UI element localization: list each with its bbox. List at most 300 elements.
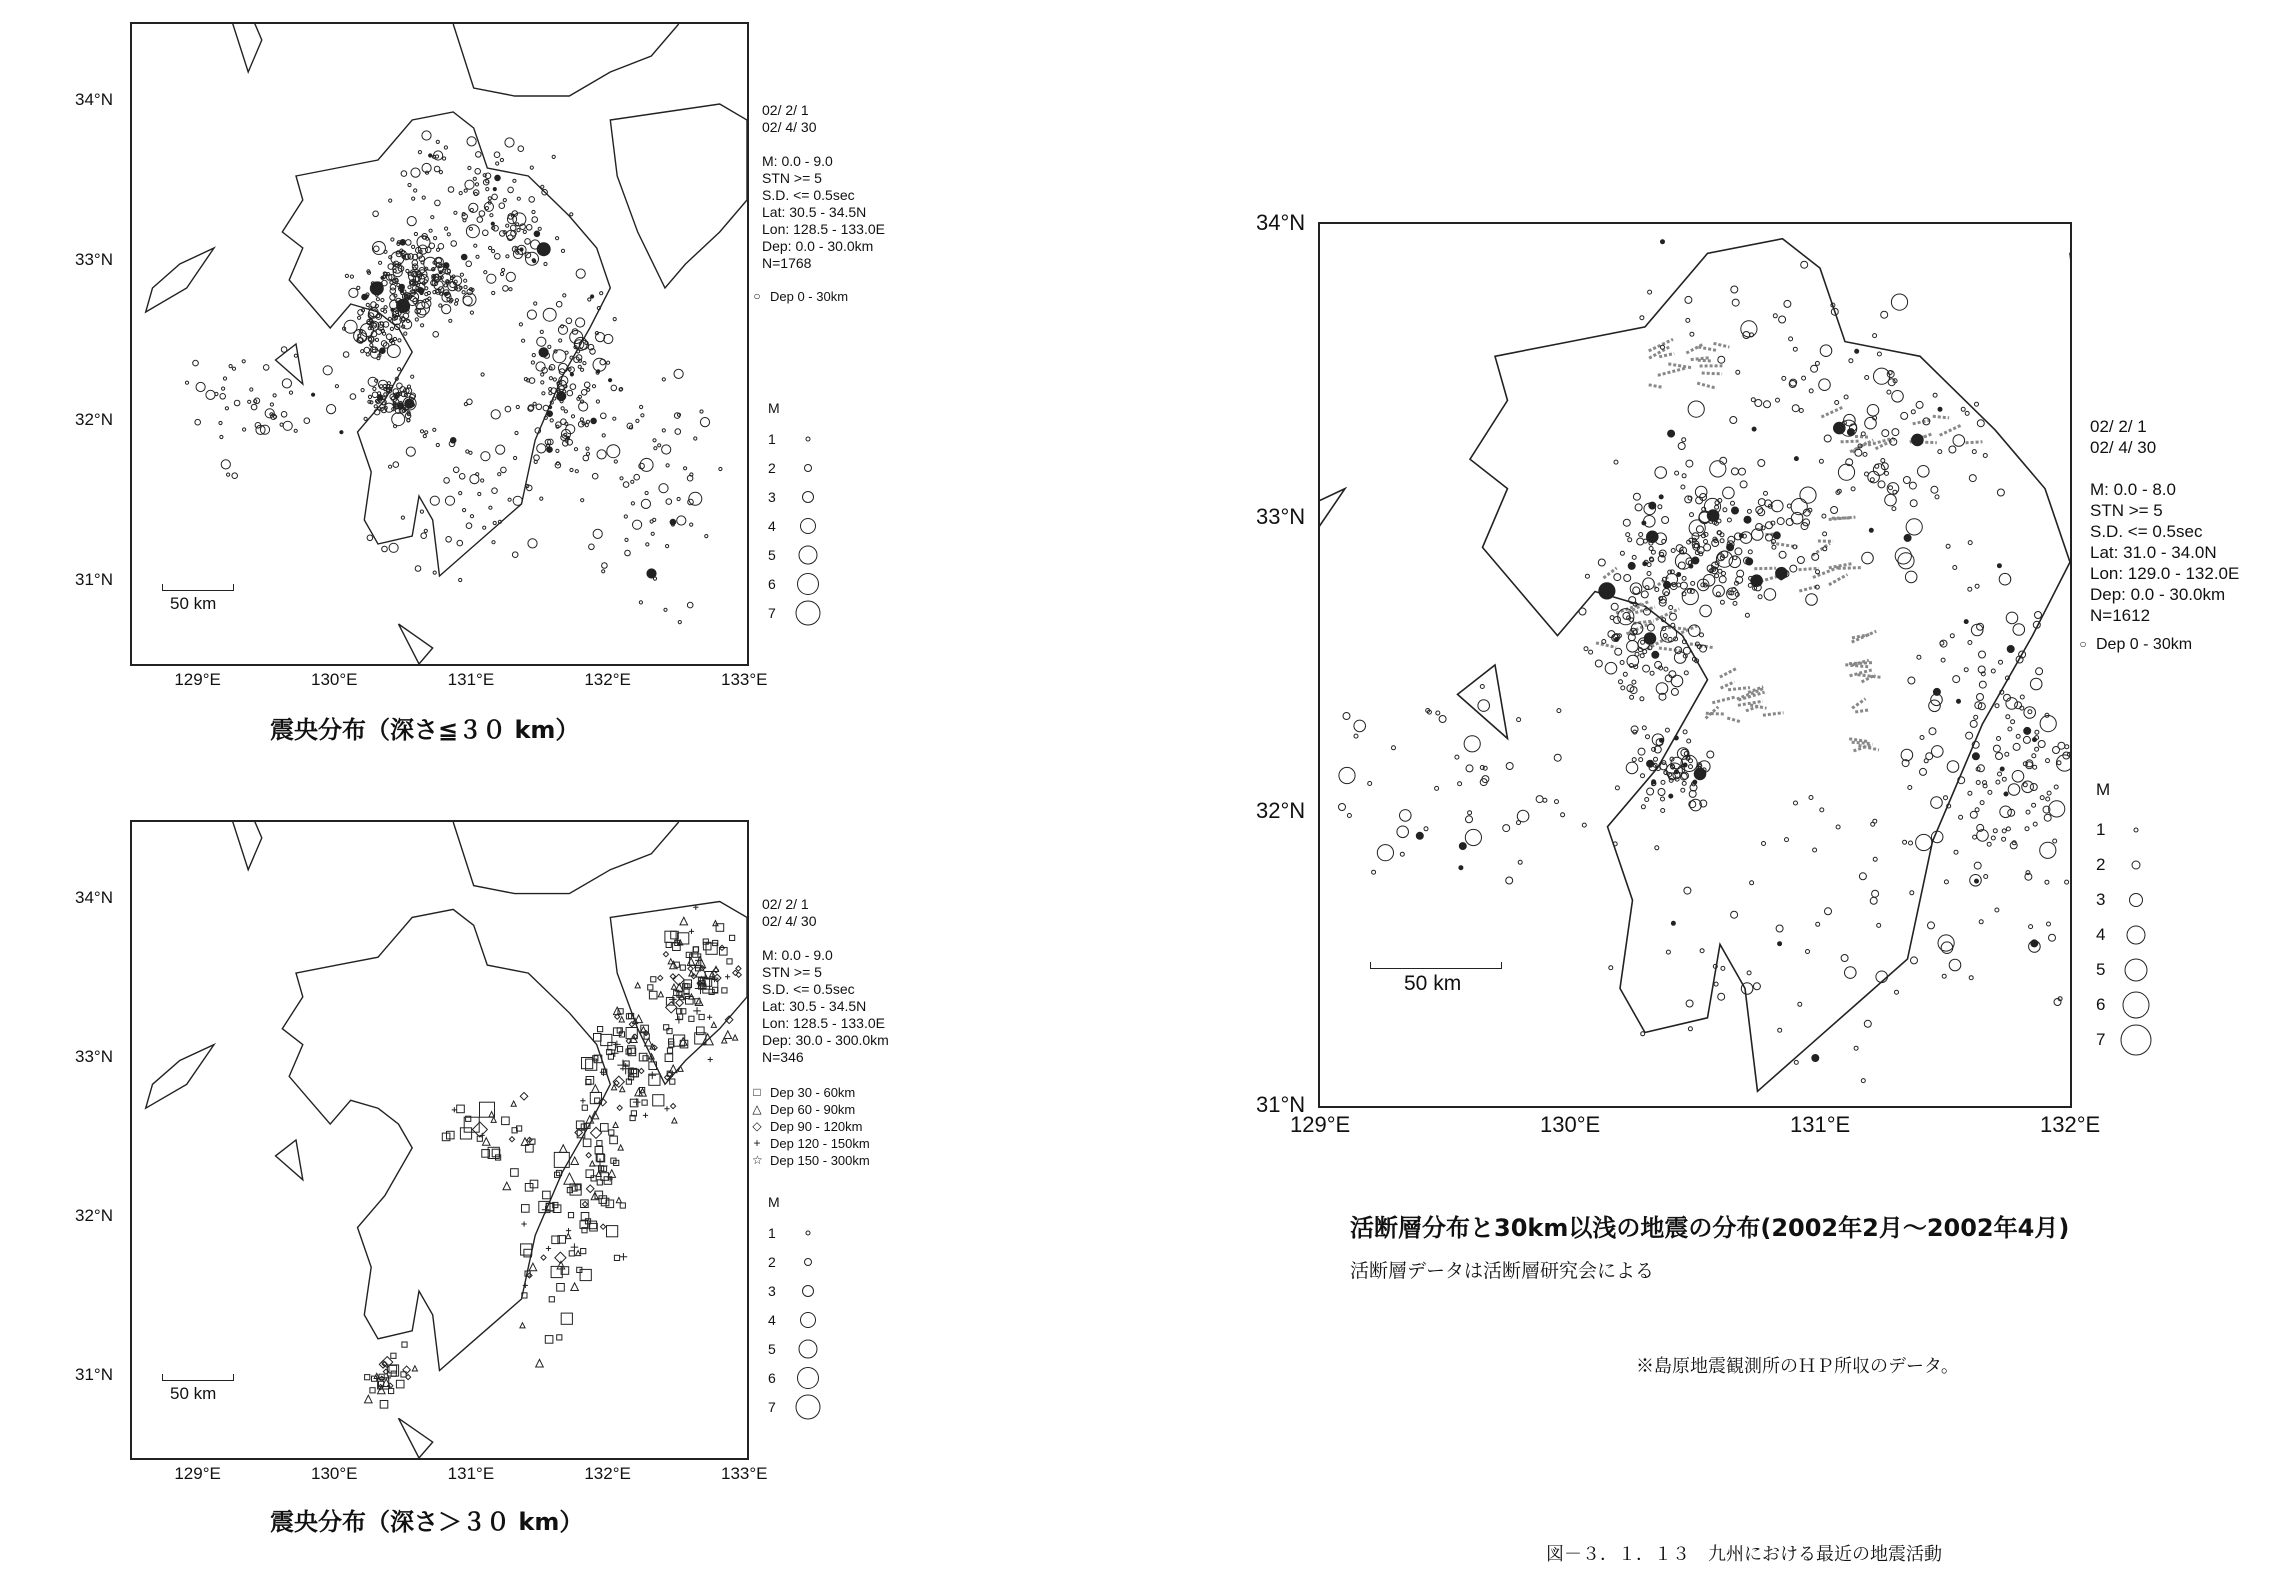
epicenter-mark: [646, 543, 649, 546]
epicenter-mark: [367, 535, 373, 541]
epicenter-mark: [1898, 553, 1914, 569]
epicenter-mark: [1459, 866, 1463, 870]
map-faults-magnitude-legend: [2096, 780, 2186, 1057]
epicenter-mark: [1809, 796, 1813, 800]
fault-segment: [1821, 407, 1844, 417]
epicenter-mark: [645, 491, 648, 494]
epicenter-mark: [1683, 730, 1687, 734]
epicenter-mark: [457, 540, 463, 546]
epicenter-mark: [641, 414, 644, 417]
epicenter-mark: [1875, 464, 1879, 468]
epicenter-mark: [2053, 839, 2057, 843]
epicenter-mark: [1865, 472, 1869, 476]
magnitude-value: 3: [768, 488, 776, 505]
epicenter-mark: [232, 367, 235, 370]
epicenter-mark: [420, 430, 423, 433]
epicenter-mark: [1863, 452, 1867, 456]
epicenter-mark: [678, 1014, 683, 1019]
epicenter-mark: [1619, 680, 1623, 684]
epicenter-mark: [488, 197, 491, 200]
epicenter-mark: [1354, 720, 1366, 732]
magnitude-value: 4: [2096, 924, 2106, 944]
magnitude-circle-icon: [796, 1394, 821, 1419]
epicenter-mark: [434, 166, 440, 172]
epicenter-mark: [568, 1213, 573, 1218]
epicenter-mark: [2024, 727, 2031, 734]
epicenter-mark: [538, 227, 541, 230]
epicenter-mark: [1887, 390, 1891, 394]
epicenter-mark: [614, 1255, 619, 1260]
epicenter-mark: [1906, 519, 1922, 535]
epicenter-mark: [534, 302, 537, 305]
epicenter-mark: [410, 281, 413, 284]
epicenter-mark: [1689, 625, 1701, 637]
epicenter-mark: [608, 1170, 616, 1178]
epicenter-mark: [2012, 771, 2024, 783]
epicenter-mark: [607, 445, 620, 458]
epicenter-mark: [1970, 811, 1977, 818]
epicenter-mark: [1647, 788, 1654, 795]
epicenter-mark: [1633, 493, 1640, 500]
epicenter-mark: [680, 965, 685, 970]
epicenter-mark: [463, 296, 472, 305]
epicenter-mark: [389, 465, 392, 468]
epicenter-mark: [1647, 624, 1654, 631]
parameter-line: Lat: 31.0 - 34.0N: [2090, 543, 2217, 562]
epicenter-mark: [1397, 826, 1409, 838]
epicenter-mark: [1901, 749, 1913, 761]
epicenter-mark: [1809, 389, 1813, 393]
epicenter-mark: [529, 1263, 537, 1271]
epicenter-mark: [1623, 519, 1630, 526]
epicenter-mark: [1620, 551, 1624, 555]
epicenter-mark: [713, 921, 718, 926]
epicenter-mark: [606, 1200, 614, 1208]
epicenter-mark: [418, 151, 421, 154]
epicenter-mark: [470, 515, 473, 518]
epicenter-mark: [633, 520, 642, 529]
epicenter-mark: [1802, 376, 1806, 380]
epicenter-mark: [1700, 949, 1704, 953]
epicenter-mark: [546, 444, 549, 447]
epicenter-mark: [1794, 801, 1798, 805]
epicenter-mark: [379, 261, 382, 264]
epicenter-mark: [408, 183, 411, 186]
fault-segment: [1697, 383, 1716, 388]
epicenter-mark: [491, 410, 500, 419]
lat-tick-label: 31°N: [75, 570, 113, 589]
epicenter-mark: [1968, 587, 1972, 591]
epicenter-mark: [1908, 786, 1912, 790]
epicenter-mark: [1655, 846, 1659, 850]
depth-symbol-icon: ◇: [752, 1119, 762, 1133]
epicenter-mark: [372, 392, 378, 398]
epicenter-mark: [1641, 774, 1645, 778]
lat-tick-label: 34°N: [75, 887, 113, 907]
epicenter-mark: [1466, 765, 1473, 772]
honshu-coastline: [453, 822, 679, 894]
epicenter-mark: [460, 1128, 471, 1139]
magnitude-value: 2: [768, 459, 776, 476]
epicenter-mark: [1776, 925, 1783, 932]
epicenter-mark: [1999, 573, 2011, 585]
magnitude-circle-icon: [800, 518, 816, 534]
magnitude-legend-row: [2096, 987, 2186, 1022]
epicenter-mark: [520, 1323, 525, 1328]
epicenter-mark: [1665, 728, 1669, 732]
epicenter-mark: [600, 1224, 605, 1229]
epicenter-mark: [643, 1056, 648, 1061]
epicenter-mark: [506, 224, 509, 227]
epicenter-mark: [232, 473, 238, 479]
epicenter-mark: [1953, 435, 1965, 447]
epicenter-mark: [513, 213, 526, 226]
epicenter-mark: [1977, 830, 1989, 842]
epicenter-mark: [2023, 783, 2027, 787]
epicenter-mark: [1561, 813, 1565, 817]
epicenter-mark: [1998, 772, 2002, 776]
epicenter-mark: [670, 1079, 675, 1084]
parameter-line: Lon: 129.0 - 132.0E: [2090, 564, 2240, 583]
epicenter-mark: [1995, 908, 1999, 912]
epicenter-mark: [469, 227, 472, 230]
epicenter-mark: [1903, 840, 1907, 844]
parameter-line: [2090, 458, 2239, 479]
epicenter-mark: [1639, 758, 1643, 762]
epicenter-mark: [420, 510, 423, 513]
epicenter-mark: [557, 1335, 562, 1340]
epicenter-mark: [542, 392, 545, 395]
fault-segment: [1763, 713, 1784, 716]
epicenter-mark: [389, 256, 392, 259]
fault-segment: [1838, 568, 1862, 569]
epicenter-mark: [1669, 606, 1673, 610]
epicenter-mark: [1969, 976, 1973, 980]
epicenter-mark: [2047, 791, 2051, 795]
lat-tick-label: 34°N: [1256, 210, 1306, 235]
epicenter-mark: [1689, 790, 1696, 797]
epicenter-mark: [664, 608, 667, 611]
epicenter-mark: [1647, 531, 1659, 543]
epicenter-mark: [586, 1077, 594, 1085]
epicenter-mark: [640, 458, 653, 471]
epicenter-mark: [674, 369, 683, 378]
epicenter-mark: [1944, 796, 1948, 800]
epicenter-mark: [1836, 825, 1840, 829]
epicenter-mark: [617, 1047, 622, 1052]
epicenter-mark: [558, 363, 567, 372]
epicenter-mark: [1645, 798, 1649, 802]
epicenter-mark: [1779, 551, 1786, 558]
epicenter-mark: [1647, 572, 1651, 576]
epicenter-mark: [521, 1221, 526, 1226]
epicenter-mark: [270, 403, 273, 406]
epicenter-mark: [576, 269, 585, 278]
epicenter-mark: [1732, 299, 1739, 306]
epicenter-mark: [1658, 789, 1665, 796]
fault-segment: [1852, 742, 1870, 743]
depth-legend-row: [752, 1135, 870, 1152]
magnitude-legend-row: [768, 1247, 848, 1276]
epicenter-mark: [506, 255, 509, 258]
epicenter-mark: [2006, 698, 2018, 710]
epicenter-mark: [548, 345, 551, 348]
epicenter-mark: [491, 222, 494, 225]
epicenter-mark: [725, 974, 730, 979]
epicenter-mark: [508, 187, 514, 193]
epicenter-mark: [570, 384, 576, 390]
epicenter-mark: [619, 1017, 624, 1022]
epicenter-mark: [643, 1113, 648, 1118]
epicenter-mark: [508, 498, 511, 501]
epicenter-mark: [624, 515, 627, 518]
parameter-line: M: 0.0 - 9.0: [762, 947, 833, 963]
epicenter-mark: [481, 452, 490, 461]
epicenter-mark: [1792, 405, 1799, 412]
magnitude-legend-title: M: [768, 1194, 780, 1210]
epicenter-mark: [446, 537, 452, 543]
epicenter-mark: [1819, 379, 1831, 391]
parameter-line: Lat: 30.5 - 34.5N: [762, 204, 867, 220]
epicenter-mark: [601, 1034, 612, 1045]
epicenter-mark: [1909, 482, 1916, 489]
epicenter-mark: [425, 431, 428, 434]
epicenter-mark: [1627, 655, 1639, 667]
epicenter-mark: [581, 390, 587, 396]
epicenter-mark: [592, 385, 595, 388]
epicenter-mark: [438, 244, 444, 250]
map-deep-scale-label: 50 km: [170, 1384, 217, 1403]
epicenter-mark: [1764, 401, 1771, 408]
epicenter-mark: [631, 480, 634, 483]
epicenter-mark: [2032, 754, 2036, 758]
fault-segment: [1690, 644, 1715, 648]
epicenter-mark: [464, 279, 467, 282]
epicenter-mark: [463, 509, 466, 512]
fault-segment: [1668, 627, 1688, 629]
epicenter-mark: [1968, 541, 1972, 545]
epicenter-mark: [1480, 685, 1484, 689]
epicenter-mark: [1655, 467, 1667, 479]
epicenter-mark: [444, 292, 447, 295]
epicenter-mark: [623, 482, 629, 488]
fault-segment: [1940, 425, 1961, 435]
magnitude-circle-icon: [2125, 958, 2148, 981]
epicenter-mark: [1968, 641, 1972, 645]
fault-segment: [1858, 675, 1881, 678]
epicenter-mark: [242, 360, 245, 363]
epicenter-mark: [543, 308, 556, 321]
epicenter-mark: [533, 402, 536, 405]
epicenter-mark: [229, 365, 232, 368]
epicenter-mark: [1871, 822, 1875, 826]
epicenter-mark: [591, 418, 597, 424]
epicenter-mark: [1720, 600, 1724, 604]
epicenter-mark: [393, 337, 396, 340]
epicenter-mark: [424, 529, 427, 532]
epicenter-mark: [625, 550, 631, 556]
epicenter-mark: [492, 194, 498, 200]
epicenter-mark: [613, 318, 616, 321]
epicenter-mark: [430, 496, 439, 505]
epicenter-mark: [345, 274, 348, 277]
epicenter-mark: [373, 387, 376, 390]
epicenter-mark: [1506, 877, 1513, 884]
epicenter-mark: [653, 518, 656, 521]
epicenter-mark: [227, 473, 230, 476]
epicenter-mark: [1663, 634, 1667, 638]
epicenter-mark: [1639, 533, 1643, 537]
lon-tick-label: 132°E: [584, 1464, 631, 1483]
parameter-line: 02/ 2/ 1: [762, 102, 809, 118]
epicenter-mark: [557, 1284, 565, 1292]
epicenter-mark: [459, 578, 462, 581]
epicenter-mark: [641, 1027, 646, 1032]
shikoku-coastline: [610, 104, 747, 288]
epicenter-mark: [636, 419, 639, 422]
epicenter-mark: [1851, 487, 1855, 491]
fault-segment: [1746, 706, 1760, 711]
epicenter-mark: [586, 420, 589, 423]
epicenter-mark: [421, 533, 427, 539]
epicenter-mark: [570, 468, 573, 471]
epicenter-mark: [1678, 443, 1685, 450]
epicenter-mark: [2036, 668, 2043, 675]
fault-segment: [1668, 364, 1692, 368]
epicenter-mark: [686, 952, 691, 957]
epicenter-mark: [294, 354, 297, 357]
epicenter-mark: [620, 1087, 625, 1092]
epicenter-mark: [662, 378, 665, 381]
epicenter-mark: [666, 942, 671, 947]
lon-tick-label: 130°E: [311, 1464, 358, 1483]
magnitude-circle-icon: [806, 436, 811, 441]
epicenter-mark: [196, 382, 205, 391]
epicenter-mark: [1864, 1020, 1871, 1027]
epicenter-mark: [1812, 1055, 1819, 1062]
epicenter-mark: [1755, 400, 1762, 407]
epicenter-mark: [1813, 848, 1817, 852]
epicenter-mark: [1648, 290, 1652, 294]
magnitude-value: 5: [768, 1340, 776, 1357]
magnitude-circle-icon: [802, 1285, 814, 1297]
epicenter-mark: [671, 1103, 676, 1108]
epicenter-mark: [1991, 669, 1995, 673]
epicenter-mark: [1557, 709, 1561, 713]
epicenter-mark: [1766, 522, 1773, 529]
epicenter-mark: [460, 273, 463, 276]
epicenter-mark: [380, 348, 386, 354]
epicenter-mark: [1392, 746, 1396, 750]
epicenter-mark: [1968, 791, 1972, 795]
epicenter-mark: [597, 450, 606, 459]
epicenter-mark: [1614, 574, 1621, 581]
epicenter-mark: [390, 281, 393, 284]
epicenter-mark: [541, 381, 544, 384]
epicenter-mark: [527, 379, 530, 382]
fault-segment: [1702, 373, 1722, 374]
epicenter-mark: [1862, 552, 1874, 564]
epicenter-mark: [1517, 718, 1521, 722]
epicenter-mark: [365, 1395, 373, 1403]
epicenter-mark: [689, 929, 694, 934]
parameter-line: 02/ 4/ 30: [2090, 438, 2157, 457]
epicenter-mark: [1655, 588, 1659, 592]
epicenter-mark: [436, 140, 439, 143]
epicenter-mark: [2008, 727, 2012, 731]
epicenter-mark: [479, 211, 485, 217]
epicenter-mark: [327, 405, 336, 414]
epicenter-mark: [530, 166, 533, 169]
epicenter-mark: [389, 199, 392, 202]
epicenter-mark: [1691, 581, 1695, 585]
parameter-line: 02/ 4/ 30: [762, 913, 817, 929]
magnitude-value: 7: [768, 604, 776, 621]
epicenter-mark: [586, 447, 589, 450]
epicenter-mark: [1820, 345, 1832, 357]
epicenter-mark: [678, 1066, 683, 1071]
epicenter-mark: [537, 337, 546, 346]
lon-tick-label: 131°E: [447, 670, 495, 689]
epicenter-mark: [598, 1027, 603, 1032]
epicenter-mark: [1935, 495, 1939, 499]
epicenter-mark: [672, 1118, 677, 1123]
epicenter-mark: [1929, 728, 1936, 735]
epicenter-mark: [1605, 662, 1617, 674]
fault-segment: [1728, 688, 1750, 690]
epicenter-mark: [402, 1342, 407, 1347]
epicenter-mark: [534, 460, 537, 463]
epicenter-mark: [1641, 640, 1645, 644]
depth-range-label: Dep 120 - 150km: [770, 1136, 870, 1151]
epicenter-mark: [389, 1365, 397, 1373]
epicenter-mark: [531, 240, 540, 249]
epicenter-mark: [1870, 897, 1877, 904]
epicenter-mark: [491, 1117, 496, 1122]
epicenter-mark: [481, 373, 484, 376]
epicenter-mark: [585, 424, 588, 427]
epicenter-mark: [1731, 911, 1738, 918]
epicenter-mark: [1518, 860, 1522, 864]
epicenter-mark: [1799, 409, 1803, 413]
epicenter-mark: [1675, 471, 1679, 475]
epicenter-mark: [374, 405, 377, 408]
epicenter-mark: [396, 1380, 404, 1388]
epicenter-mark: [384, 393, 387, 396]
epicenter-mark: [614, 460, 617, 463]
epicenter-mark: [478, 492, 481, 495]
epicenter-mark: [553, 397, 556, 400]
parameter-line: M: 0.0 - 8.0: [2090, 480, 2176, 499]
magnitude-circle-icon: [797, 1367, 819, 1389]
epicenter-mark: [403, 313, 409, 319]
lon-tick-label: 133°E: [721, 1464, 768, 1483]
epicenter-mark: [1988, 790, 1992, 794]
epicenter-mark: [2035, 612, 2042, 619]
epicenter-mark: [1750, 881, 1754, 885]
epicenter-mark: [398, 339, 401, 342]
epicenter-mark: [2005, 752, 2009, 756]
epicenter-mark: [1339, 767, 1355, 783]
epicenter-mark: [362, 294, 368, 300]
kyushu-coastline: [282, 112, 610, 576]
epicenter-mark: [1758, 499, 1765, 506]
magnitude-legend-row: [768, 1218, 848, 1247]
epicenter-mark: [607, 361, 610, 364]
epicenter-mark: [422, 196, 425, 199]
epicenter-mark: [380, 322, 383, 325]
epicenter-mark: [447, 233, 450, 236]
